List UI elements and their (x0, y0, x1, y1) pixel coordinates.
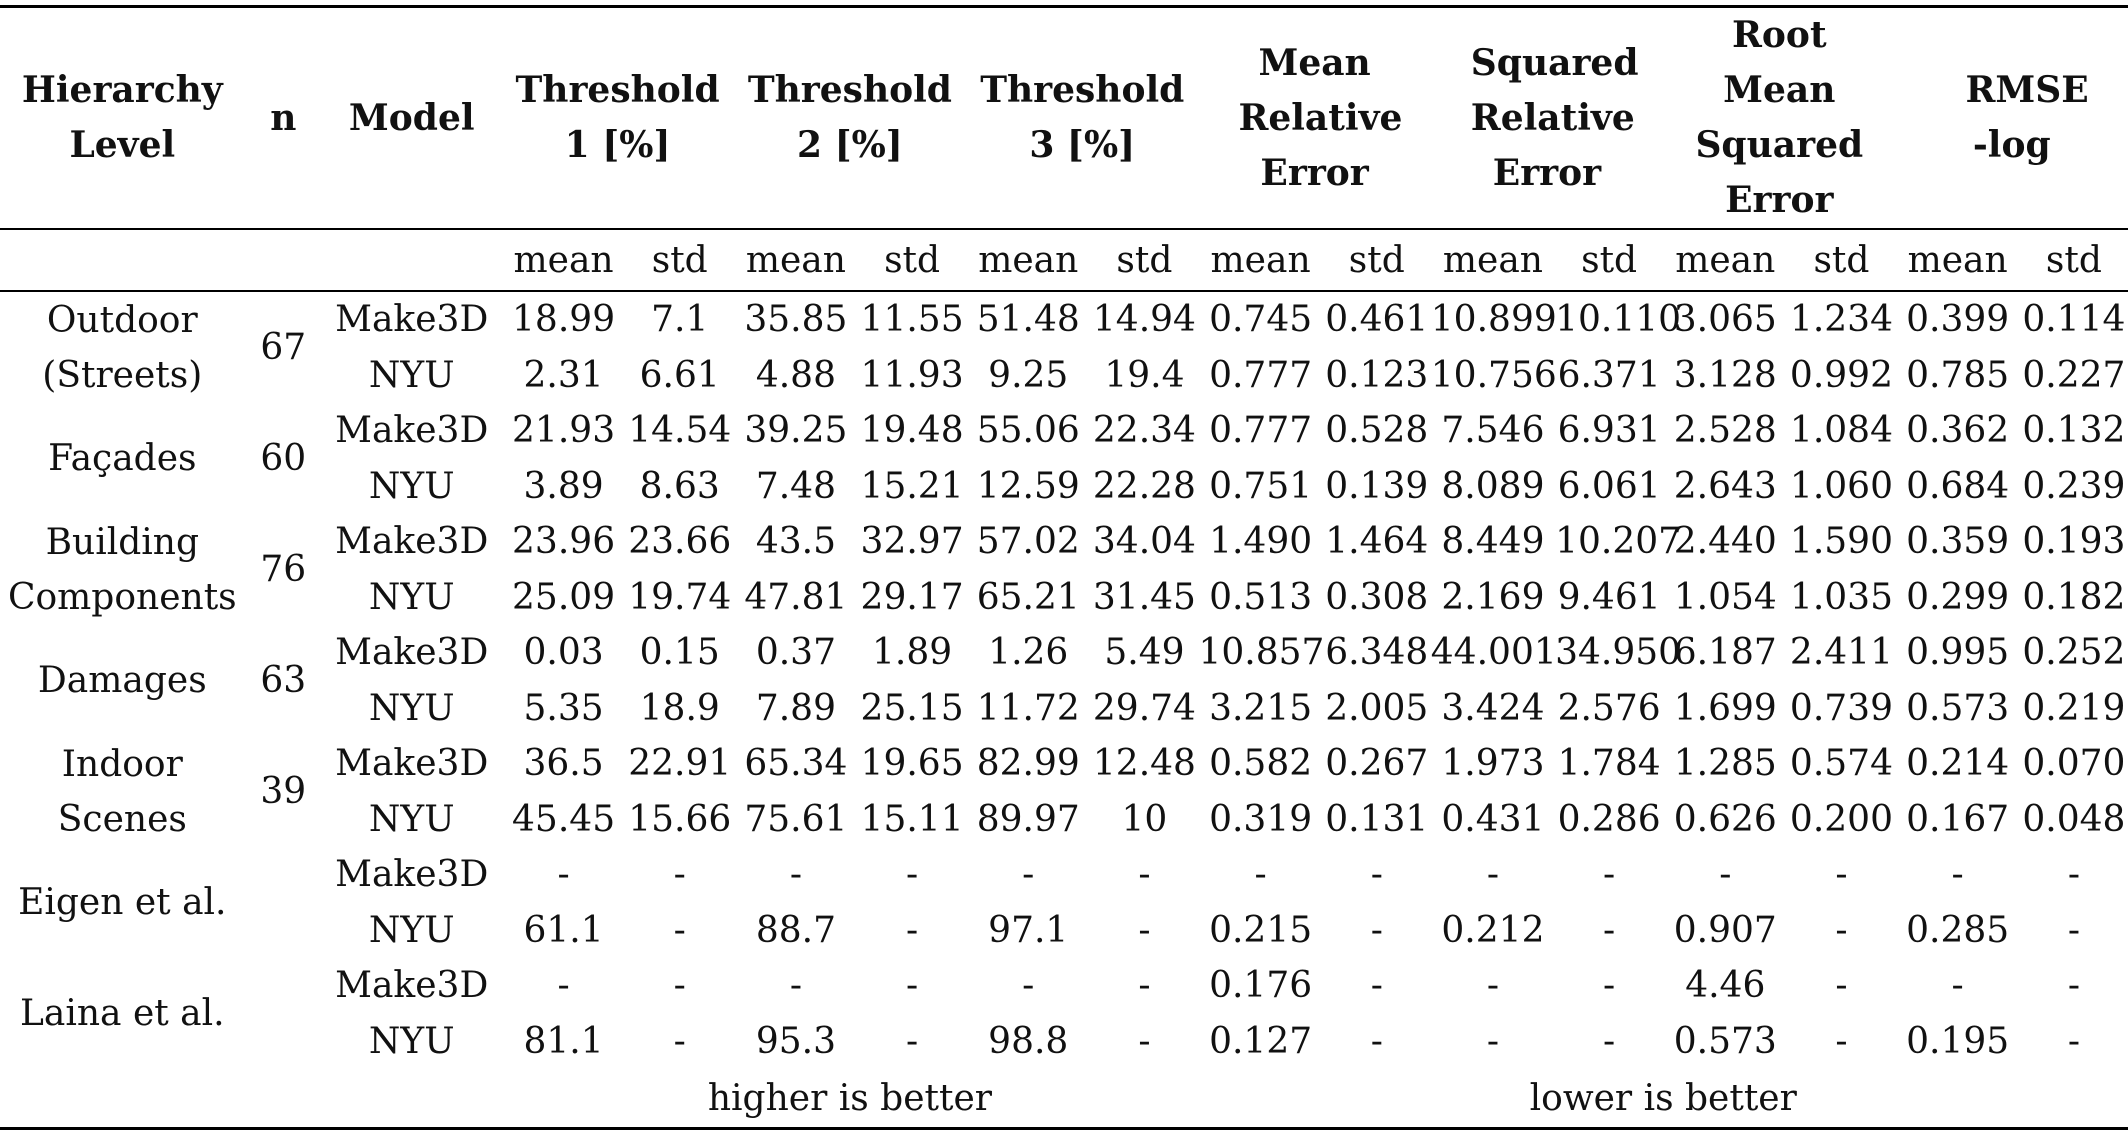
model-cell: Make3D (335, 854, 489, 896)
stat-label-std: std (1323, 229, 1431, 291)
value-cell: 0.182 (2022, 576, 2126, 618)
value-cell: 1.084 (1789, 410, 1893, 452)
value-cell: 32.97 (860, 521, 964, 563)
value-cell: 2.411 (1789, 632, 1893, 674)
value-cell: 61.1 (523, 909, 604, 951)
value-cell: - (1370, 965, 1383, 1007)
value-cell: 34.950 (1555, 632, 1682, 674)
value-cell: 14.54 (628, 410, 732, 452)
value-cell: 0.362 (1906, 410, 2010, 452)
value-cell: 0.461 (1325, 299, 1429, 341)
value-cell: 57.02 (976, 521, 1080, 563)
value-cell: 0.573 (1906, 687, 2010, 729)
value-cell: 1.784 (1557, 743, 1661, 785)
value-cell: - (1603, 854, 1616, 896)
value-cell: 0.123 (1325, 354, 1429, 396)
value-cell: - (1254, 854, 1267, 896)
value-cell: 18.99 (512, 299, 616, 341)
n-cell: 67 (260, 327, 307, 368)
value-cell: 0.573 (1673, 1020, 1777, 1062)
value-cell: 7.48 (755, 465, 836, 507)
value-cell: 1.035 (1789, 576, 1893, 618)
header-n: n (245, 7, 322, 230)
value-cell: 0.785 (1906, 354, 2010, 396)
value-cell: 12.48 (1092, 743, 1196, 785)
value-cell: 19.74 (628, 576, 732, 618)
value-cell: - (906, 1020, 919, 1062)
stat-label-std: std (2020, 229, 2128, 291)
value-cell: 0.212 (1441, 909, 1545, 951)
value-cell: 10.207 (1555, 521, 1682, 563)
value-cell: 19.48 (860, 410, 964, 452)
value-cell: 2.440 (1673, 521, 1777, 563)
value-cell: 1.89 (872, 632, 953, 674)
value-cell: 0.574 (1789, 743, 1893, 785)
value-cell: - (2067, 965, 2080, 1007)
model-cell: Make3D (335, 410, 489, 452)
header-threshold-2: Threshold 2 [%] (734, 7, 966, 230)
value-cell: 0.127 (1209, 1020, 1313, 1062)
value-cell: 29.17 (860, 576, 964, 618)
model-cell: NYU (368, 354, 455, 396)
value-cell: - (2067, 909, 2080, 951)
value-cell: 25.15 (860, 687, 964, 729)
value-cell: 10 (1121, 798, 1168, 840)
value-cell: 31.45 (1092, 576, 1196, 618)
value-cell: 0.239 (2022, 465, 2126, 507)
value-cell: 82.99 (976, 743, 1080, 785)
header-row (0, 7, 2128, 230)
value-cell: 10.899 (1430, 299, 1557, 341)
value-cell: 0.777 (1209, 410, 1313, 452)
value-cell: 36.5 (523, 743, 604, 785)
value-cell: 1.973 (1441, 743, 1545, 785)
value-cell: 11.93 (860, 354, 964, 396)
value-cell: 97.1 (988, 909, 1069, 951)
value-cell: - (2067, 854, 2080, 896)
value-cell: 0.219 (2022, 687, 2126, 729)
value-cell: - (1486, 854, 1500, 896)
value-cell: 18.9 (639, 687, 720, 729)
hierarchy-level-cell: Indoor Scenes (57, 743, 187, 840)
value-cell: 22.91 (628, 743, 732, 785)
value-cell: 22.28 (1092, 465, 1196, 507)
value-cell: 8.089 (1441, 465, 1545, 507)
n-cell: 60 (260, 438, 307, 479)
value-cell: 1.490 (1209, 521, 1313, 563)
value-cell: 75.61 (744, 798, 848, 840)
table-row (0, 625, 2128, 681)
value-cell: 1.234 (1789, 299, 1893, 341)
value-cell: 0.15 (639, 632, 720, 674)
value-cell: 6.61 (639, 354, 720, 396)
value-cell: 15.11 (860, 798, 964, 840)
value-cell: - (906, 909, 919, 951)
value-cell: - (673, 1020, 686, 1062)
value-cell: 10.110 (1555, 299, 1682, 341)
header-rmse-log: RMSE -log (1895, 7, 2128, 230)
value-cell: - (1951, 854, 1964, 896)
value-cell: 0.299 (1906, 576, 2010, 618)
model-cell: Make3D (335, 521, 489, 563)
value-cell: 0.739 (1789, 687, 1893, 729)
value-cell: 0.37 (755, 632, 836, 674)
value-cell: 19.65 (860, 743, 964, 785)
value-cell: 35.85 (744, 299, 848, 341)
value-cell: 11.72 (976, 687, 1080, 729)
n-cell (245, 958, 322, 1069)
value-cell: 2.576 (1557, 687, 1661, 729)
value-cell: 22.34 (1092, 410, 1196, 452)
header-hierarchy-level: Hierarchy Level (0, 7, 245, 230)
model-cell: NYU (368, 576, 455, 618)
value-cell: 65.34 (744, 743, 848, 785)
stat-label-mean: mean (501, 229, 625, 291)
value-cell: 0.777 (1209, 354, 1313, 396)
value-cell: 0.684 (1906, 465, 2010, 507)
value-cell: 98.8 (988, 1020, 1069, 1062)
header-rmse: Root Mean Squared Error (1663, 7, 1895, 230)
value-cell: 15.66 (628, 798, 732, 840)
stat-label-std: std (1555, 229, 1663, 291)
value-cell: 0.193 (2022, 521, 2126, 563)
stat-label-mean: mean (1431, 229, 1555, 291)
value-cell: 5.35 (523, 687, 604, 729)
header-mean-relative-error: Mean Relative Error (1198, 7, 1430, 230)
hierarchy-level-cell: Laina et al. (19, 993, 225, 1034)
value-cell: - (557, 854, 570, 896)
value-cell: 0.200 (1789, 798, 1893, 840)
value-cell: 0.745 (1209, 299, 1313, 341)
value-cell: 0.992 (1789, 354, 1893, 396)
value-cell: 81.1 (523, 1020, 604, 1062)
value-cell: 95.3 (755, 1020, 836, 1062)
value-cell: 1.464 (1325, 521, 1429, 563)
table-row (0, 291, 2128, 348)
value-cell: 15.21 (860, 465, 964, 507)
model-cell: Make3D (335, 965, 489, 1007)
value-cell: - (1022, 854, 1035, 896)
stat-label-std: std (1090, 229, 1198, 291)
value-cell: 0.582 (1209, 743, 1313, 785)
stat-label-std: std (626, 229, 734, 291)
value-cell: 39.25 (744, 410, 848, 452)
value-cell: 2.169 (1441, 576, 1545, 618)
value-cell: 6.187 (1673, 632, 1777, 674)
value-cell: - (1370, 1020, 1383, 1062)
stat-label-row (0, 229, 2128, 291)
model-cell: Make3D (335, 632, 489, 674)
value-cell: 7.546 (1441, 410, 1545, 452)
value-cell: 0.132 (2022, 410, 2126, 452)
value-cell: - (1835, 1020, 1848, 1062)
value-cell: 2.643 (1673, 465, 1777, 507)
value-cell: 0.139 (1325, 465, 1429, 507)
value-cell: 3.128 (1673, 354, 1777, 396)
value-cell: - (673, 854, 686, 896)
value-cell: 11.55 (860, 299, 964, 341)
value-cell: - (906, 965, 919, 1007)
value-cell: 55.06 (976, 410, 1080, 452)
value-cell: - (1603, 1020, 1616, 1062)
hierarchy-level-cell: Damages (37, 660, 207, 701)
value-cell: 0.252 (2022, 632, 2126, 674)
stat-label-mean: mean (1663, 229, 1787, 291)
value-cell: 25.09 (512, 576, 616, 618)
value-cell: 44.001 (1430, 632, 1557, 674)
value-cell: - (1138, 854, 1151, 896)
value-cell: - (1951, 965, 1964, 1007)
value-cell: 21.93 (512, 410, 616, 452)
n-cell (245, 847, 322, 958)
value-cell: - (1603, 909, 1616, 951)
value-cell: - (557, 965, 570, 1007)
value-cell: 47.81 (744, 576, 848, 618)
model-cell: NYU (368, 1020, 455, 1062)
value-cell: 0.431 (1441, 798, 1545, 840)
hierarchy-level-cell: Outdoor (Streets) (42, 299, 203, 396)
value-cell: 3.89 (523, 465, 604, 507)
value-cell: 0.319 (1209, 798, 1313, 840)
value-cell: 4.46 (1685, 965, 1766, 1007)
value-cell: - (1370, 854, 1383, 896)
value-cell: 1.699 (1673, 687, 1777, 729)
value-cell: 1.060 (1789, 465, 1893, 507)
value-cell: 88.7 (755, 909, 836, 951)
value-cell: - (673, 909, 686, 951)
value-cell: 0.907 (1673, 909, 1777, 951)
value-cell: - (1835, 909, 1848, 951)
value-cell: - (1022, 965, 1035, 1007)
value-cell: 0.215 (1209, 909, 1313, 951)
header-threshold-1: Threshold 1 [%] (501, 7, 733, 230)
stat-label-std: std (858, 229, 966, 291)
value-cell: 0.114 (2022, 299, 2126, 341)
value-cell: - (789, 965, 802, 1007)
value-cell: 34.04 (1092, 521, 1196, 563)
value-cell: - (1719, 854, 1732, 896)
value-cell: 0.176 (1209, 965, 1313, 1007)
value-cell: 0.285 (1906, 909, 2010, 951)
value-cell: 89.97 (976, 798, 1080, 840)
value-cell: 0.03 (523, 632, 604, 674)
value-cell: 8.63 (639, 465, 720, 507)
table-row (0, 403, 2128, 459)
value-cell: 0.131 (1325, 798, 1429, 840)
value-cell: 23.96 (512, 521, 616, 563)
value-cell: - (789, 854, 802, 896)
value-cell: - (1835, 854, 1848, 896)
model-cell: NYU (368, 798, 455, 840)
model-cell: Make3D (335, 743, 489, 785)
value-cell: 0.751 (1209, 465, 1313, 507)
hierarchy-level-cell: Building Components (7, 521, 237, 618)
value-cell: 0.308 (1325, 576, 1429, 618)
header-threshold-3: Threshold 3 [%] (966, 7, 1198, 230)
value-cell: 10.857 (1198, 632, 1325, 674)
model-cell: NYU (368, 909, 455, 951)
footer-row (0, 1069, 2128, 1129)
n-cell: 63 (260, 660, 307, 701)
value-cell: - (673, 965, 686, 1007)
stat-label-mean: mean (1198, 229, 1322, 291)
value-cell: 0.399 (1906, 299, 2010, 341)
value-cell: 10.756 (1430, 354, 1557, 396)
table-row (0, 514, 2128, 570)
footer-higher-is-better: higher is better (707, 1077, 992, 1119)
table-row (0, 736, 2128, 792)
value-cell: - (1486, 965, 1500, 1007)
model-cell: NYU (368, 687, 455, 729)
value-cell: 0.359 (1906, 521, 2010, 563)
value-cell: 6.061 (1557, 465, 1661, 507)
header-squared-relative-error: Squared Relative Error (1431, 7, 1663, 230)
value-cell: - (1138, 1020, 1151, 1062)
value-cell: 0.195 (1906, 1020, 2010, 1062)
value-cell: 51.48 (976, 299, 1080, 341)
value-cell: 0.227 (2022, 354, 2126, 396)
model-cell: NYU (368, 465, 455, 507)
table-row (0, 847, 2128, 903)
n-cell: 76 (260, 549, 307, 590)
value-cell: 4.88 (755, 354, 836, 396)
value-cell: 0.070 (2022, 743, 2126, 785)
value-cell: 1.285 (1673, 743, 1777, 785)
stat-label-mean: mean (734, 229, 858, 291)
stat-label-mean: mean (1895, 229, 2019, 291)
value-cell: 6.371 (1557, 354, 1661, 396)
hierarchy-level-cell: Façades (48, 438, 197, 479)
value-cell: 9.461 (1557, 576, 1661, 618)
hierarchy-level-cell: Eigen et al. (18, 882, 227, 923)
value-cell: 8.449 (1441, 521, 1545, 563)
value-cell: 1.26 (988, 632, 1069, 674)
value-cell: 2.528 (1673, 410, 1777, 452)
value-cell: - (1138, 965, 1151, 1007)
value-cell: - (906, 854, 919, 896)
value-cell: 19.4 (1104, 354, 1185, 396)
value-cell: 2.31 (523, 354, 604, 396)
value-cell: - (1486, 1020, 1500, 1062)
value-cell: 0.626 (1673, 798, 1777, 840)
value-cell: 7.89 (755, 687, 836, 729)
value-cell: 45.45 (512, 798, 616, 840)
footer-lower-is-better: lower is better (1529, 1077, 1797, 1119)
table-row (0, 958, 2128, 1014)
value-cell: 14.94 (1092, 299, 1196, 341)
value-cell: 23.66 (628, 521, 732, 563)
value-cell: 0.214 (1906, 743, 2010, 785)
value-cell: - (1138, 909, 1151, 951)
value-cell: - (1603, 965, 1616, 1007)
value-cell: 1.054 (1673, 576, 1777, 618)
value-cell: 65.21 (976, 576, 1080, 618)
value-cell: 5.49 (1104, 632, 1185, 674)
model-cell: Make3D (335, 299, 489, 341)
value-cell: 6.931 (1557, 410, 1661, 452)
value-cell: 29.74 (1092, 687, 1196, 729)
value-cell: 0.167 (1906, 798, 2010, 840)
value-cell: 0.048 (2022, 798, 2126, 840)
value-cell: 12.59 (976, 465, 1080, 507)
value-cell: 0.528 (1325, 410, 1429, 452)
value-cell: 0.513 (1209, 576, 1313, 618)
value-cell: 0.286 (1557, 798, 1661, 840)
header-model: Model (322, 7, 501, 230)
value-cell: - (1370, 909, 1383, 951)
value-cell: 6.348 (1325, 632, 1429, 674)
value-cell: - (1835, 965, 1848, 1007)
value-cell: 3.424 (1441, 687, 1545, 729)
value-cell: 0.267 (1325, 743, 1429, 785)
value-cell: 9.25 (988, 354, 1069, 396)
value-cell: 3.065 (1673, 299, 1777, 341)
value-cell: - (2067, 1020, 2080, 1062)
n-cell: 39 (260, 771, 307, 812)
stat-label-mean: mean (966, 229, 1090, 291)
value-cell: 7.1 (651, 299, 709, 341)
value-cell: 43.5 (755, 521, 836, 563)
results-table (0, 5, 2128, 1130)
value-cell: 1.590 (1789, 521, 1893, 563)
value-cell: 2.005 (1325, 687, 1429, 729)
stat-label-std: std (1787, 229, 1895, 291)
value-cell: 0.995 (1906, 632, 2010, 674)
value-cell: 3.215 (1209, 687, 1313, 729)
